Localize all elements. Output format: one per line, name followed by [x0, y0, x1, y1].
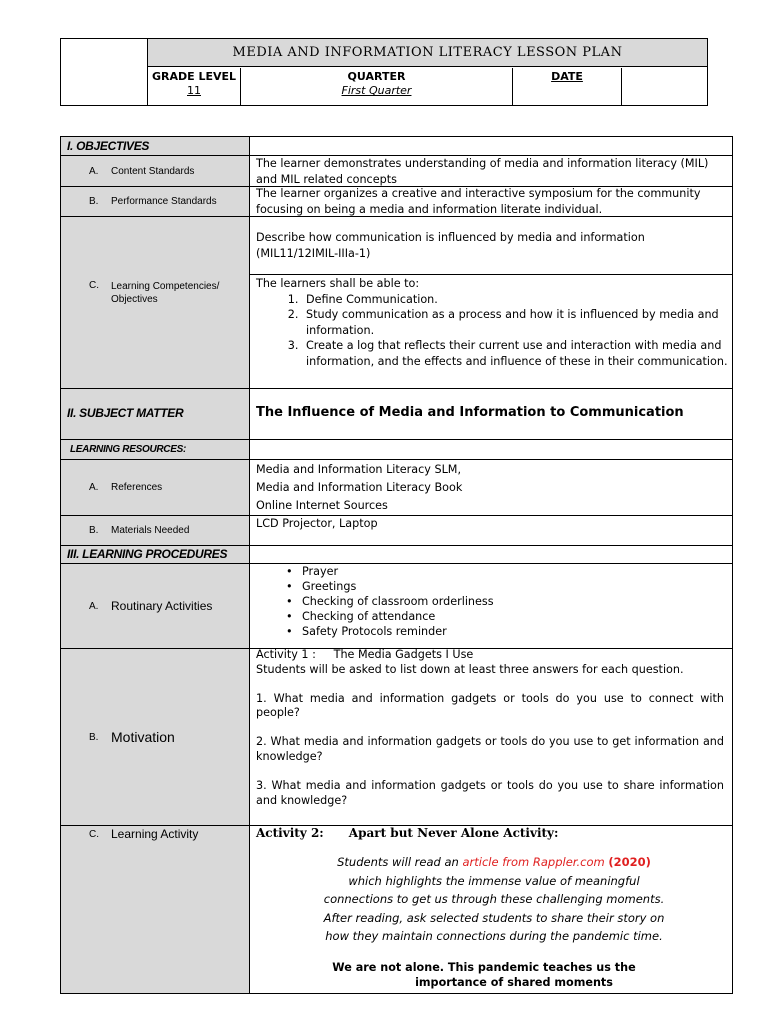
motivation-label-text: Motivation [111, 729, 175, 745]
performance-standards-label [61, 187, 249, 216]
learning-label-text: Learning Activity [111, 827, 199, 841]
quarter-label: QUARTER [347, 70, 406, 83]
activity2-pre: Students will read an [337, 855, 463, 869]
activity1-instruction: Students will be asked to list down at least three answers for each question. [256, 662, 684, 676]
rappler-article-link[interactable]: article from Rappler.com [462, 855, 605, 869]
routinary-label [61, 564, 249, 648]
references-list [250, 461, 732, 515]
closing-line: importance of shared moments [415, 976, 613, 989]
materials-label [61, 516, 249, 545]
routinary-item: • Greetings [302, 579, 732, 594]
performance-label-text: Performance Standards [111, 196, 217, 207]
routinary-item: • Safety Protocols reminder [302, 624, 732, 639]
routinary-list [256, 564, 732, 639]
subject-matter-heading: II. SUBJECT MATTER [67, 406, 184, 420]
resources-heading: LEARNING RESOURCES: [70, 444, 186, 455]
routinary-marker: A. [89, 600, 99, 612]
closing-statement [250, 960, 732, 990]
references-label [61, 460, 249, 515]
lesson-plan-title: MEDIA AND INFORMATION LITERACY LESSON PLAN [148, 39, 707, 67]
activity2-body [250, 853, 732, 946]
objectives-list [256, 292, 728, 370]
reference-item: Media and Information Literacy SLM, [256, 463, 462, 476]
date-value [622, 68, 707, 105]
objectives-block [250, 276, 728, 369]
motivation-label [61, 649, 249, 825]
references-label-text: References [111, 482, 163, 493]
content-standards-label [61, 156, 249, 186]
materials-marker: B. [89, 525, 99, 536]
competency-text: Describe how communication is influenced by media and information (MIL11/12IMIL-IIIa-1) [256, 231, 645, 260]
content-marker: A. [89, 165, 99, 177]
motivation-question: 2. What media and information gadgets or tools do you use to get information and knowledge? [256, 735, 724, 763]
routinary-label-text: Routinary Activities [111, 599, 213, 613]
objectives-intro: The learners shall be able to: [256, 277, 420, 290]
row-divider [60, 388, 733, 389]
activity2-line: which highlights the immense value of meaningful [348, 873, 640, 888]
objective-item: 1. Define Communication. [302, 292, 728, 308]
materials-text: LCD Projector, Laptop [256, 517, 378, 530]
quarter-value: First Quarter [341, 84, 412, 97]
grade-level-cell [148, 68, 241, 105]
competency-label-text: Learning Competencies/ Objectives [111, 281, 220, 305]
learning-marker: C. [89, 828, 99, 840]
routinary-block [250, 564, 732, 639]
article-year: (2020) [608, 855, 651, 869]
reference-item: Online Internet Sources [256, 499, 388, 512]
procedures-heading: III. LEARNING PROCEDURES [67, 547, 228, 561]
motivation-question: 1. What media and information gadgets or tools do you use to connect with people? [256, 691, 724, 720]
references-marker: A. [89, 482, 99, 493]
motivation-block [250, 648, 732, 808]
objective-item: 3. Create a log that reflects their current use and interaction with media and information, and the effects and influence of these in their communication. [302, 338, 728, 369]
performance-marker: B. [89, 196, 99, 207]
routinary-item: • Prayer [302, 564, 732, 579]
subject-topic: The Influence of Media and Information to Communication [256, 405, 684, 420]
materials-label-text: Materials Needed [111, 525, 190, 536]
activity2-line: connections to get us through these challenging moments. [323, 892, 665, 906]
date-label: DATE [551, 70, 583, 83]
reference-item: Media and Information Literacy Book [256, 481, 463, 494]
learning-activity-label [61, 826, 249, 842]
activity2-line: how they maintain connections during the pandemic time. [325, 929, 663, 943]
quarter-cell [241, 68, 513, 105]
closing-line: We are not alone. This pandemic teaches us the [332, 961, 636, 974]
competencies-label [61, 280, 249, 310]
motivation-marker: B. [89, 731, 99, 743]
objective-item: 2. Study communication as a process and how it is influenced by media and information. [302, 307, 728, 338]
row-divider [60, 439, 733, 440]
routinary-item: • Checking of attendance [302, 609, 732, 624]
grade-level-value: 11 [187, 84, 201, 97]
routinary-item: • Checking of classroom orderliness [302, 594, 732, 609]
competency-marker: C. [89, 280, 99, 291]
row-divider [249, 274, 733, 275]
activity2-line: After reading, ask selected students to share their story on [323, 910, 665, 925]
objectives-heading: I. OBJECTIVES [67, 139, 150, 153]
date-cell [513, 68, 622, 105]
activity1-title: Activity 1 : The Media Gadgets I Use [256, 648, 474, 661]
learning-activity-cell [61, 826, 249, 993]
activity2-first-line [256, 853, 732, 872]
content-standards-text: The learner demonstrates understanding of media and information literacy (MIL) and MIL related concepts [256, 157, 709, 186]
performance-standards-text: The learner organizes a creative and interactive symposium for the community focusing on being a media and information literate individual. [256, 187, 701, 216]
content-label-text: Content Standards [111, 165, 195, 177]
motivation-question: 3. What media and information gadgets or tools do you use to share information and knowledge? [256, 778, 724, 807]
grade-level-label: GRADE LEVEL [151, 70, 237, 83]
activity2-title: Activity 2: Apart but Never Alone Activity: [256, 826, 559, 840]
row-divider [60, 545, 733, 546]
